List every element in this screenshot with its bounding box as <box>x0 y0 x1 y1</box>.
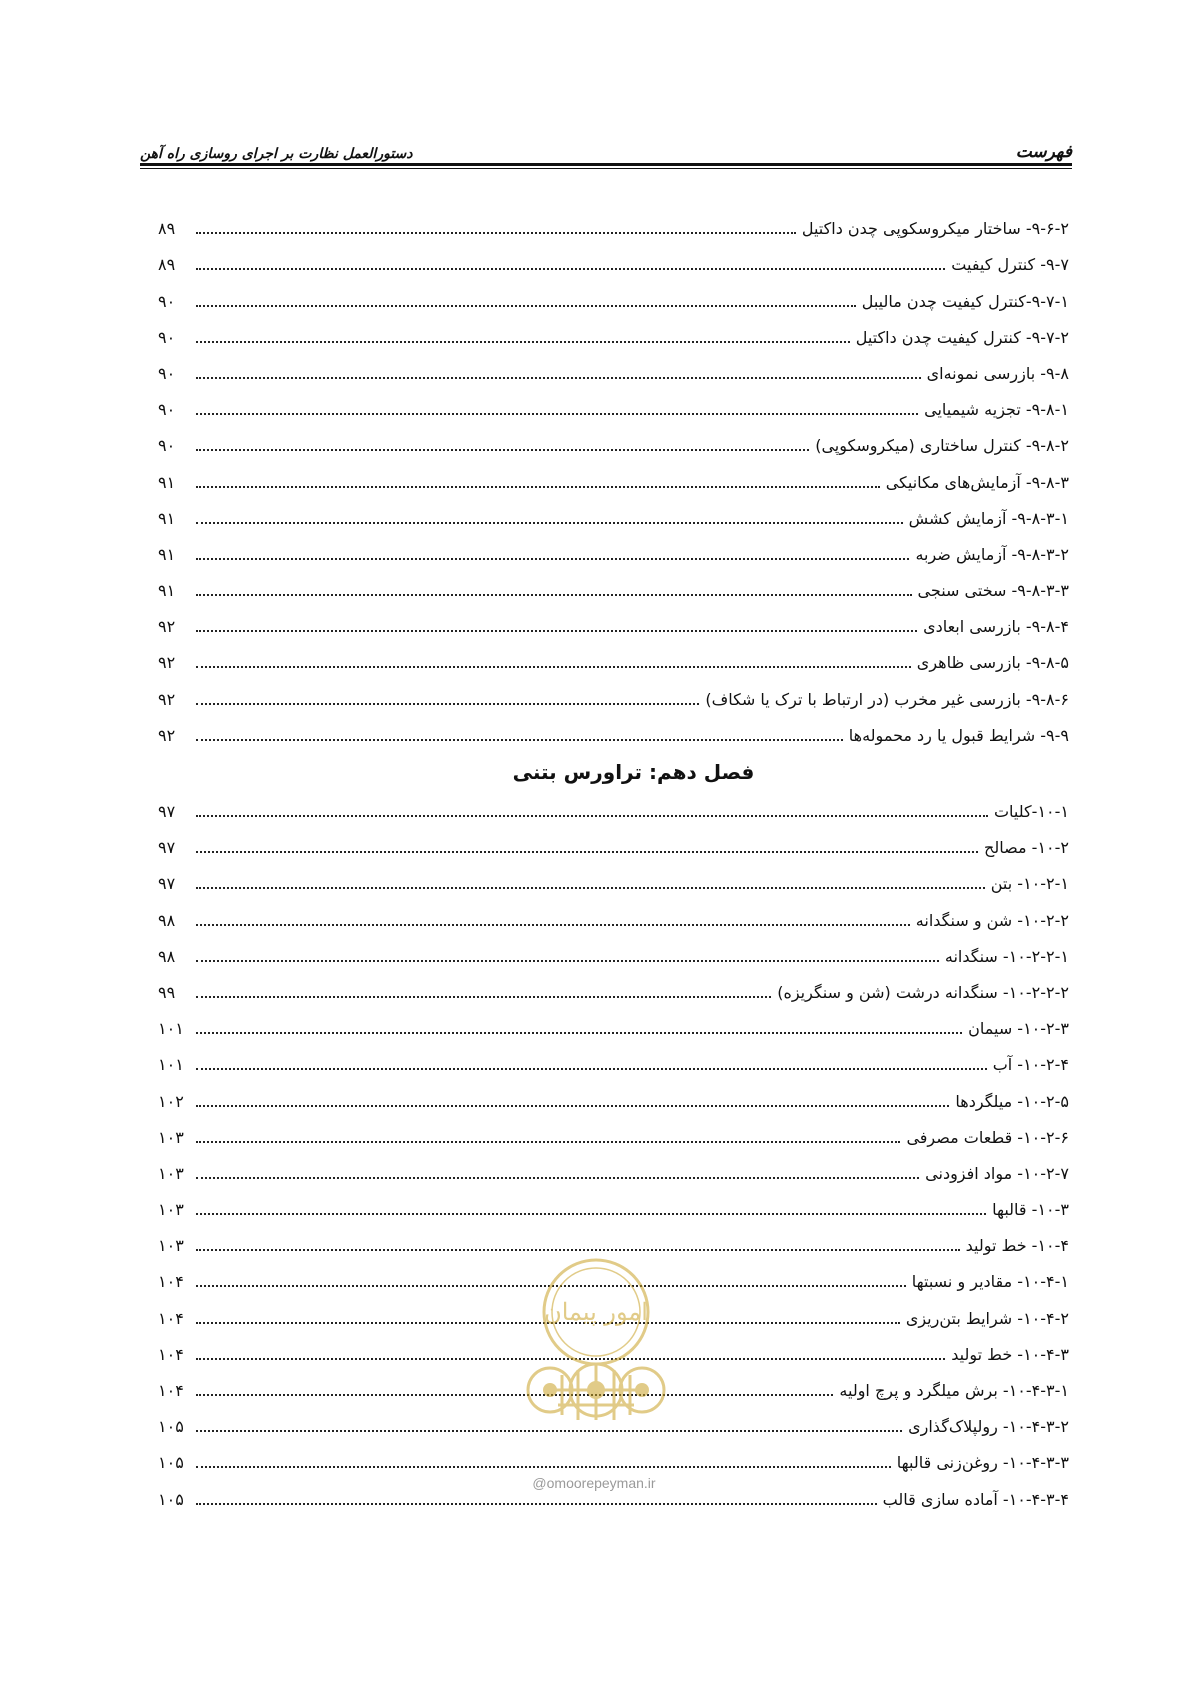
toc-dot-leader <box>196 739 843 741</box>
toc-entry-page: ۹۷ <box>158 874 176 894</box>
toc-entry-page: ۹۰ <box>158 363 176 383</box>
toc-entry-title: ۱۰-۲-۲-۱- سنگدانه <box>944 946 1069 966</box>
toc-entry-title: ۹-۷- کنترل کیفیت <box>951 255 1069 275</box>
toc-entry <box>158 1154 1069 1190</box>
chapter-heading: فصل دهم: تراورس بتنی <box>512 759 755 784</box>
toc-dot-leader <box>196 232 796 234</box>
toc-dot-leader <box>196 924 910 926</box>
toc-dot-leader <box>196 1503 877 1505</box>
toc-dot-leader <box>196 377 921 379</box>
toc-entry-title: ۹-۷-۲- کنترل کیفیت چدن داکتیل <box>855 327 1069 347</box>
toc-entry <box>158 828 1069 864</box>
toc-entry-title: ۹-۸-۶- بازرسی غیر مخرب (در ارتباط با ترک یا شکاف) <box>705 689 1069 709</box>
toc-entry <box>158 864 1069 900</box>
toc-entry-page: ۹۷ <box>158 802 176 821</box>
toc-dot-leader <box>196 1141 900 1143</box>
toc-entry <box>158 643 1069 679</box>
toc-entry-title: ۱۰-۲-۲- شن و سنگدانه <box>915 910 1069 930</box>
toc-entry-title: ۱۰-۲-۱- بتن <box>990 874 1069 894</box>
toc-entry-page: ۹۱ <box>158 581 176 601</box>
toc-entry <box>158 1335 1069 1371</box>
toc-entry-page: ۱۰۴ <box>158 1272 184 1292</box>
toc-dot-leader <box>196 341 850 343</box>
toc-entry-page: ۱۰۴ <box>158 1344 184 1364</box>
toc-dot-leader <box>196 1068 987 1070</box>
toc-entry <box>158 1371 1069 1407</box>
toc-entry <box>158 716 1069 752</box>
header-section-title: فهرست <box>1015 142 1072 162</box>
header-rule-thin <box>140 168 1072 169</box>
toc-entry <box>158 973 1069 1009</box>
toc-entry-title: ۱۰-۴-۳-۳- روغن‌زنی قالبها <box>896 1453 1069 1473</box>
toc-dot-leader <box>196 1249 960 1251</box>
toc-entry <box>158 679 1069 715</box>
toc-entry-title: ۱۰-۴-۱- مقادیر و نسبتها <box>911 1272 1069 1292</box>
toc-entry <box>158 1118 1069 1154</box>
toc-dot-leader <box>196 558 909 560</box>
toc-dot-leader <box>196 1105 949 1107</box>
toc-dot-leader <box>196 413 918 415</box>
watermark-logo-text: امور پیمان <box>544 1298 648 1326</box>
toc-entry <box>158 535 1069 571</box>
toc-entry-page: ۱۰۳ <box>158 1127 184 1147</box>
toc-entry <box>158 937 1069 973</box>
toc-entry-page: ۹۲ <box>158 725 176 745</box>
toc-entry <box>158 1045 1069 1081</box>
table-of-contents <box>158 209 1069 1516</box>
toc-entry-title: ۱۰-۲-۷- مواد افزودنی <box>925 1163 1069 1183</box>
toc-entry-title: ۹-۸-۵- بازرسی ظاهری <box>916 653 1069 673</box>
toc-entry <box>158 1009 1069 1045</box>
toc-entry <box>158 318 1069 354</box>
toc-entry-title: ۱۰-۲-۳- سیمان <box>968 1019 1069 1039</box>
toc-entry-page: ۱۰۱ <box>158 1055 184 1075</box>
toc-entry <box>158 499 1069 535</box>
toc-entry-title: ۹-۸- بازرسی نمونه‌ای <box>926 363 1069 383</box>
toc-entry-title: ۹-۶-۲- ساختار میکروسکوپی چدن داکتیل <box>801 219 1069 239</box>
toc-dot-leader <box>196 1032 962 1034</box>
toc-entry-title: ۹-۸-۳-۲- آزمایش ضربه <box>915 544 1069 564</box>
toc-entry-page: ۱۰۵ <box>158 1417 184 1437</box>
toc-entry <box>158 354 1069 390</box>
toc-entry <box>158 792 1069 828</box>
toc-entry <box>158 209 1069 245</box>
toc-entry-page: ۹۰ <box>158 291 176 311</box>
toc-entry-title: ۱۰-۴-۲- شرایط بتن‌ریزی <box>905 1308 1069 1328</box>
toc-entry-page: ۹۱ <box>158 472 176 492</box>
toc-dot-leader <box>196 960 939 962</box>
toc-dot-leader <box>196 1430 902 1432</box>
toc-entry-page: ۱۰۳ <box>158 1200 184 1220</box>
toc-dot-leader <box>196 486 880 488</box>
toc-dot-leader <box>196 1213 986 1215</box>
toc-dot-leader <box>196 522 903 524</box>
toc-dot-leader <box>196 1285 906 1287</box>
toc-dot-leader <box>196 851 978 853</box>
toc-entry-title: ۹-۷-۱-کنترل کیفیت چدن مالیبل <box>861 291 1069 311</box>
toc-entry-title: ۹-۸-۲- کنترل ساختاری (میکروسکوپی) <box>815 436 1069 456</box>
toc-dot-leader <box>196 887 985 889</box>
toc-entry-page: ۱۰۳ <box>158 1163 184 1183</box>
toc-entry-page: ۱۰۵ <box>158 1453 184 1473</box>
toc-dot-leader <box>196 703 699 705</box>
toc-entry-title: ۱۰-۴- خط تولید <box>965 1236 1069 1256</box>
toc-entry-title: ۱۰-۲-۲-۲- سنگدانه درشت (شن و سنگریزه) <box>777 982 1069 1002</box>
toc-entry-title: ۱۰-۲-۴- آب <box>992 1055 1069 1075</box>
toc-entry-page: ۱۰۴ <box>158 1308 184 1328</box>
toc-entry <box>158 607 1069 643</box>
toc-entry-page: ۹۸ <box>158 910 176 930</box>
toc-dot-leader <box>196 666 911 668</box>
toc-entry-page: ۹۷ <box>158 838 176 858</box>
toc-entry-title: ۹-۸-۳- آزمایش‌های مکانیکی <box>885 472 1069 492</box>
toc-entry <box>158 462 1069 498</box>
page-header <box>140 128 1072 162</box>
toc-entry-title: ۱۰-۴-۳-۲- رولپلاک‌گذاری <box>908 1417 1069 1437</box>
toc-entry-page: ۸۹ <box>158 255 176 275</box>
toc-dot-leader <box>196 630 917 632</box>
toc-entry <box>158 571 1069 607</box>
toc-dot-leader <box>196 815 988 817</box>
toc-entry <box>158 1226 1069 1262</box>
toc-entry-page: ۱۰۱ <box>158 1019 184 1039</box>
toc-entry <box>158 245 1069 281</box>
toc-entry-page: ۹۱ <box>158 508 176 528</box>
toc-entry-title: ۹-۸-۴- بازرسی ابعادی <box>923 617 1069 637</box>
toc-entry-title: ۱۰-۲-۶- قطعات مصرفی <box>906 1127 1069 1147</box>
toc-entry <box>158 1298 1069 1334</box>
toc-entry-title: ۱۰-۱-کلیات <box>993 802 1069 821</box>
toc-entry-page: ۸۹ <box>158 219 176 239</box>
toc-entry-page: ۹۸ <box>158 946 176 966</box>
toc-entry <box>158 426 1069 462</box>
toc-entry-title: ۹-۸-۳-۱- آزمایش کشش <box>908 508 1069 528</box>
toc-entry <box>158 1262 1069 1298</box>
header-rule-thick <box>140 163 1072 166</box>
toc-entry <box>158 281 1069 317</box>
toc-entry-page: ۹۱ <box>158 544 176 564</box>
toc-entry <box>158 1443 1069 1479</box>
toc-dot-leader <box>196 1358 945 1360</box>
toc-entry-page: ۹۰ <box>158 400 176 420</box>
toc-dot-leader <box>196 1466 891 1468</box>
toc-entry-title: ۹-۸-۱- تجزیه شیمیایی <box>924 400 1069 420</box>
toc-dot-leader <box>196 449 809 451</box>
toc-entry-page: ۹۹ <box>158 982 176 1002</box>
toc-entry-page: ۱۰۲ <box>158 1091 184 1111</box>
toc-entry-page: ۱۰۴ <box>158 1381 184 1400</box>
toc-entry-title: ۱۰-۲- مصالح <box>984 838 1069 858</box>
toc-block-chapter-9 <box>158 209 1069 752</box>
toc-entry-title: ۱۰-۴-۳- خط تولید <box>951 1344 1069 1364</box>
toc-dot-leader <box>196 594 912 596</box>
toc-dot-leader <box>196 1177 919 1179</box>
toc-entry <box>158 390 1069 426</box>
toc-entry-title: ۱۰-۴-۳-۴- آماده سازی قالب <box>882 1489 1069 1509</box>
toc-entry-page: ۹۲ <box>158 689 176 709</box>
toc-dot-leader <box>196 268 945 270</box>
toc-dot-leader <box>196 1322 900 1324</box>
toc-dot-leader <box>196 996 771 998</box>
toc-dot-leader <box>196 1394 833 1396</box>
toc-entry <box>158 1081 1069 1117</box>
watermark-url: @omoorepeyman.ir <box>532 1475 656 1491</box>
toc-entry-page: ۱۰۵ <box>158 1489 184 1509</box>
header-document-title: دستورالعمل نظارت بر اجرای روسازی راه آهن <box>140 146 413 162</box>
toc-entry-title: ۹-۸-۳-۳- سختی سنجی <box>917 581 1069 601</box>
toc-entry-title: ۹-۹- شرایط قبول یا رد محموله‌ها <box>848 725 1069 745</box>
toc-entry-page: ۱۰۳ <box>158 1236 184 1256</box>
toc-entry-title: ۱۰-۴-۳-۱- برش میلگرد و پرچ اولیه <box>839 1381 1069 1400</box>
toc-dot-leader <box>196 305 856 307</box>
toc-block-chapter-10 <box>158 792 1069 1516</box>
toc-entry-page: ۹۰ <box>158 327 176 347</box>
toc-entry-title: ۱۰-۲-۵- میلگردها <box>955 1091 1069 1111</box>
toc-entry-page: ۹۲ <box>158 617 176 637</box>
toc-entry <box>158 900 1069 936</box>
toc-entry-page: ۹۰ <box>158 436 176 456</box>
toc-entry <box>158 1190 1069 1226</box>
toc-entry-title: ۱۰-۳- قالبها <box>992 1200 1069 1220</box>
toc-entry-page: ۹۲ <box>158 653 176 673</box>
toc-entry <box>158 1407 1069 1443</box>
